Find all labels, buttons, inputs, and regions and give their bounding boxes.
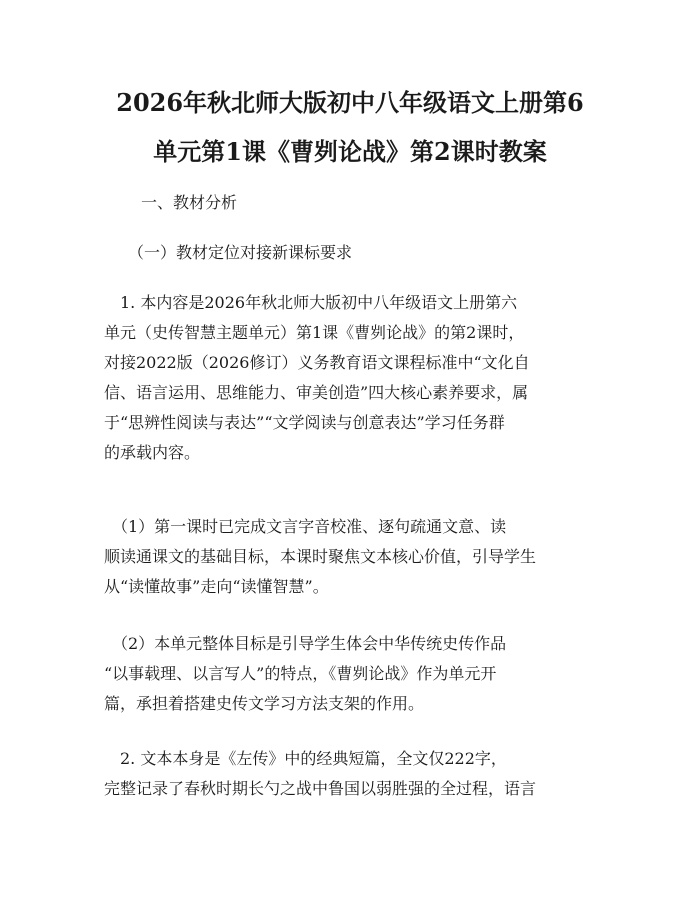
paragraph-1 [104, 288, 594, 468]
document-title-line-1: 2026年秋北师大版初中八年级语文上册第6 [116, 88, 584, 117]
paragraph-2-line: （1）第一课时已完成文言字音校准、逐句疏通文意、读 [104, 517, 507, 536]
paragraph-3-line: “以事载理、以言写人”的特点，《曹刿论战》作为单元开 [104, 664, 497, 683]
subsection-heading: （一）教材定位对接新课标要求 [128, 243, 353, 262]
paragraph-1-line: 信、语言运用、思维能力、审美创造”四大核心素养要求，属 [104, 383, 529, 402]
paragraph-1-line: 对接2022版（2026修订）义务教育语文课程标准中“文化自 [104, 353, 530, 372]
paragraph-1-line: 单元（史传智慧主题单元）第1课《曹刿论战》的第2课时， [104, 323, 525, 342]
paragraph-2 [104, 512, 594, 602]
paragraph-1-line: 的承载内容。 [104, 443, 201, 462]
paragraph-3 [104, 629, 594, 719]
paragraph-4 [104, 744, 594, 804]
paragraph-1-line: 于“思辨性阅读与表达”“文学阅读与创意表达”学习任务群 [104, 413, 505, 432]
paragraph-3-line: 篇，承担着搭建史传文学习方法支架的作用。 [104, 694, 425, 713]
paragraph-1-line: 1. 本内容是2026年秋北师大版初中八年级语文上册第六 [104, 293, 518, 312]
paragraph-2-line: 顺读通课文的基础目标，本课时聚焦文本核心价值，引导学生 [104, 547, 537, 566]
document-title-line-2: 单元第1课《曹刿论战》第2课时教案 [153, 137, 547, 166]
paragraph-4-line: 2. 文本本身是《左传》中的经典短篇，全文仅222字， [104, 749, 507, 768]
paragraph-4-line: 完整记录了春秋时期长勺之战中鲁国以弱胜强的全过程，语言 [104, 779, 537, 798]
section-heading: 一、教材分析 [141, 193, 238, 212]
paragraph-3-line: （2）本单元整体目标是引导学生体会中华传统史传作品 [104, 634, 507, 653]
paragraph-2-line: 从“读懂故事”走向“读懂智慧”。 [104, 577, 329, 596]
